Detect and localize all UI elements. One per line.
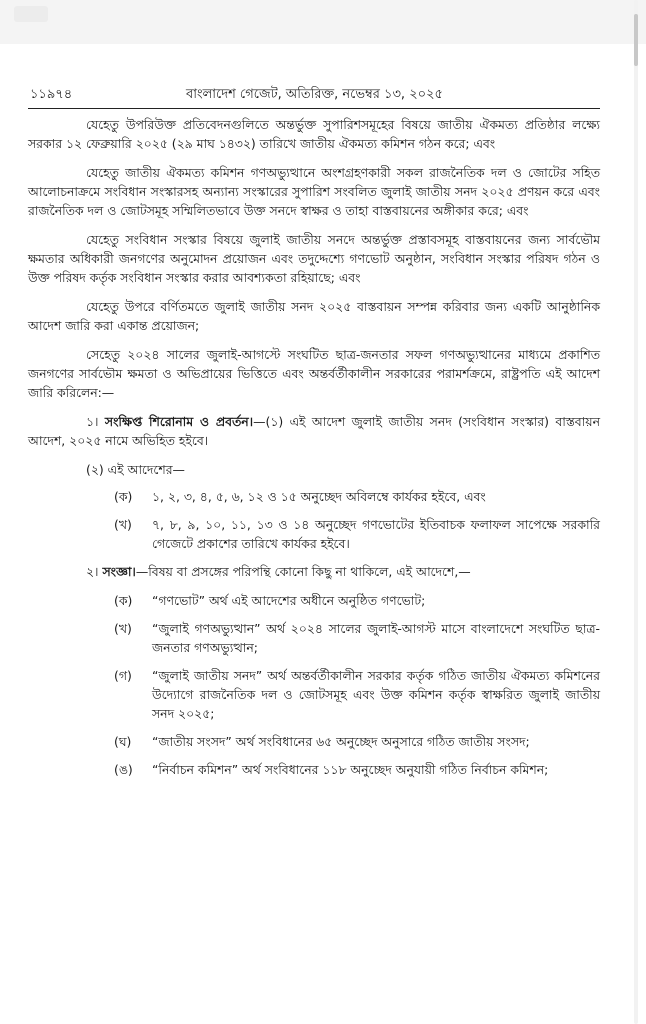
section-1-heading: সংক্ষিপ্ত শিরোনাম ও প্রবর্তন। (104, 414, 254, 429)
viewer-top-bar (0, 0, 646, 44)
definition-uma (28, 760, 600, 779)
section-1 (28, 412, 600, 450)
definition-kha (28, 619, 600, 657)
clause-text: ৭, ৮, ৯, ১০, ১১, ১৩ ও ১৪ অনুচ্ছেদ গণভোটের ইতিবাচক ফলাফল সাপেক্ষে সরকারি গেজেটে প্রকাশের তারিখে কার্যকর হইবে। (152, 517, 600, 551)
section-1-text: —(১) এই আদেশ জুলাই জাতীয় সনদ (সংবিধান সংস্কার) বাস্তবায়ন আদেশ, ২০২৫ নামে অভিহিত হইবে। (28, 414, 600, 448)
clause-text: ১, ২, ৩, ৪, ৫, ৬, ১২ ও ১৫ অনুচ্ছেদ অবিলম্বে কার্যকর হইবে, এবং (152, 489, 486, 504)
page-header (28, 84, 600, 109)
clause-text: “গণভোট” অর্থ এই আদেশের অধীনে অনুষ্ঠিত গণভোট; (152, 593, 426, 608)
viewer-back-button[interactable] (14, 6, 48, 22)
clause-text: “জাতীয় সংসদ” অর্থ সংবিধানের ৬৫ অনুচ্ছেদ অনুসারে গঠিত জাতীয় সংসদ; (152, 734, 530, 749)
section-2-heading: সংজ্ঞা। (102, 564, 136, 579)
section-1-clause-kha (28, 515, 600, 553)
page-number: ১১৯৭৪ (30, 87, 73, 102)
gazette-title: বাংলাদেশ গেজেট, অতিরিক্ত, নভেম্বর ১৩, ২০২৫ (186, 87, 443, 102)
clause-text: “জুলাই গণঅভ্যুত্থান” অর্থ ২০২৪ সালের জুলাই-আগস্ট মাসে বাংলাদেশে সংঘটিত ছাত্র-জনতার গণঅভ্যুত্থান; (152, 621, 600, 655)
preamble-paragraph-3: যেহেতু সংবিধান সংস্কার বিষয়ে জুলাই জাতীয় সনদে অন্তর্ভুক্ত প্রস্তাবসমূহ বাস্তবায়নের জন্য সার্বভৌম ক্ষমতার অধিকারী জনগণের অনুমোদন প্রয়োজন এবং তদুদ্দেশ্যে গণভোট অনুষ্ঠান, সংবিধান সংস্কার পরিষদ গঠন ও উক্ত পরিষদ কর্তৃক সংবিধান সংস্কার করার আবশ্যকতা রহিয়াছে; এবং (28, 232, 600, 285)
section-2 (28, 562, 600, 581)
preamble-paragraph-1: যেহেতু উপরিউক্ত প্রতিবেদনগুলিতে অন্তর্ভুক্ত সুপারিশসমূহের বিষয়ে জাতীয় ঐকমত্য প্রতিষ্ঠার লক্ষ্যে সরকার ১২ ফেব্রুয়ারি ২০২৫ (২৯ মাঘ ১৪৩২) তারিখে জাতীয় ঐকমত্য কমিশন গঠন করে; এবং (28, 117, 600, 151)
section-1-clause-ka (28, 487, 600, 506)
section-2-number: ২। (86, 564, 99, 579)
scrollbar[interactable] (634, 0, 638, 1024)
gazette-page (28, 84, 600, 788)
preamble-paragraph-4: যেহেতু উপরে বর্ণিতমতে জুলাই জাতীয় সনদ ২০২৫ বাস্তবায়ন সম্পন্ন করিবার জন্য একটি আনুষ্ঠানিক আদেশ জারি করা একান্ত প্রয়োজন; (28, 299, 600, 333)
clause-label: (খ) (114, 621, 132, 636)
clause-label: (ক) (114, 489, 133, 504)
clause-text: “জুলাই জাতীয় সনদ” অর্থ অন্তর্বর্তীকালীন সরকার কর্তৃক গঠিত জাতীয় ঐকমত্য কমিশনের উদ্যোগে রাজনৈতিক দল ও জোটসমূহ এবং উক্ত কমিশন কর্তৃক স্বাক্ষরিত জুলাই জাতীয় সনদ ২০২৫; (152, 668, 600, 721)
clause-label: (গ) (114, 668, 132, 683)
definition-ga (28, 666, 600, 723)
scrollbar-thumb[interactable] (634, 14, 638, 66)
preamble-paragraph-2: যেহেতু জাতীয় ঐকমত্য কমিশন গণঅভ্যুত্থানে অংশগ্রহণকারী সকল রাজনৈতিক দল ও জোটের সহিত আলোচনাক্রমে সংবিধান সংস্কারসহ অন্যান্য সংস্কারের সুপারিশ সংবলিত জুলাই জাতীয় সনদ ২০২৫ প্রণয়ন করে এবং রাজনৈতিক দল ও জোটসমূহ সম্মিলিতভাবে উক্ত সনদে স্বাক্ষর ও তাহা বাস্তবায়নের অঙ্গীকার করে; এবং (28, 165, 600, 218)
section-1-subsection-2: (২) এই আদেশের— (86, 462, 185, 477)
clause-label: (ঘ) (114, 734, 132, 749)
definition-gha (28, 732, 600, 751)
clause-label: (ক) (114, 593, 133, 608)
clause-label: (খ) (114, 517, 132, 532)
clause-label: (ঙ) (114, 762, 133, 777)
section-2-text: —বিষয় বা প্রসঙ্গের পরিপন্থি কোনো কিছু না থাকিলে, এই আদেশে,— (135, 564, 471, 579)
section-1-number: ১। (86, 414, 99, 429)
definition-ka (28, 591, 600, 610)
clause-text: “নির্বাচন কমিশন” অর্থ সংবিধানের ১১৮ অনুচ্ছেদ অনুযায়ী গঠিত নির্বাচন কমিশন; (152, 762, 549, 777)
preamble-paragraph-5: সেহেতু ২০২৪ সালের জুলাই-আগস্টে সংঘটিত ছাত্র-জনতার সফল গণঅভ্যুত্থানের মাধ্যমে প্রকাশিত জনগণের সার্বভৌম ক্ষমতা ও অভিপ্রায়ের ভিত্তিতে এবং অন্তর্বর্তীকালীন সরকারের পরামর্শক্রমে, রাষ্ট্রপতি এই আদেশ জারি করিলেন:— (28, 347, 600, 400)
